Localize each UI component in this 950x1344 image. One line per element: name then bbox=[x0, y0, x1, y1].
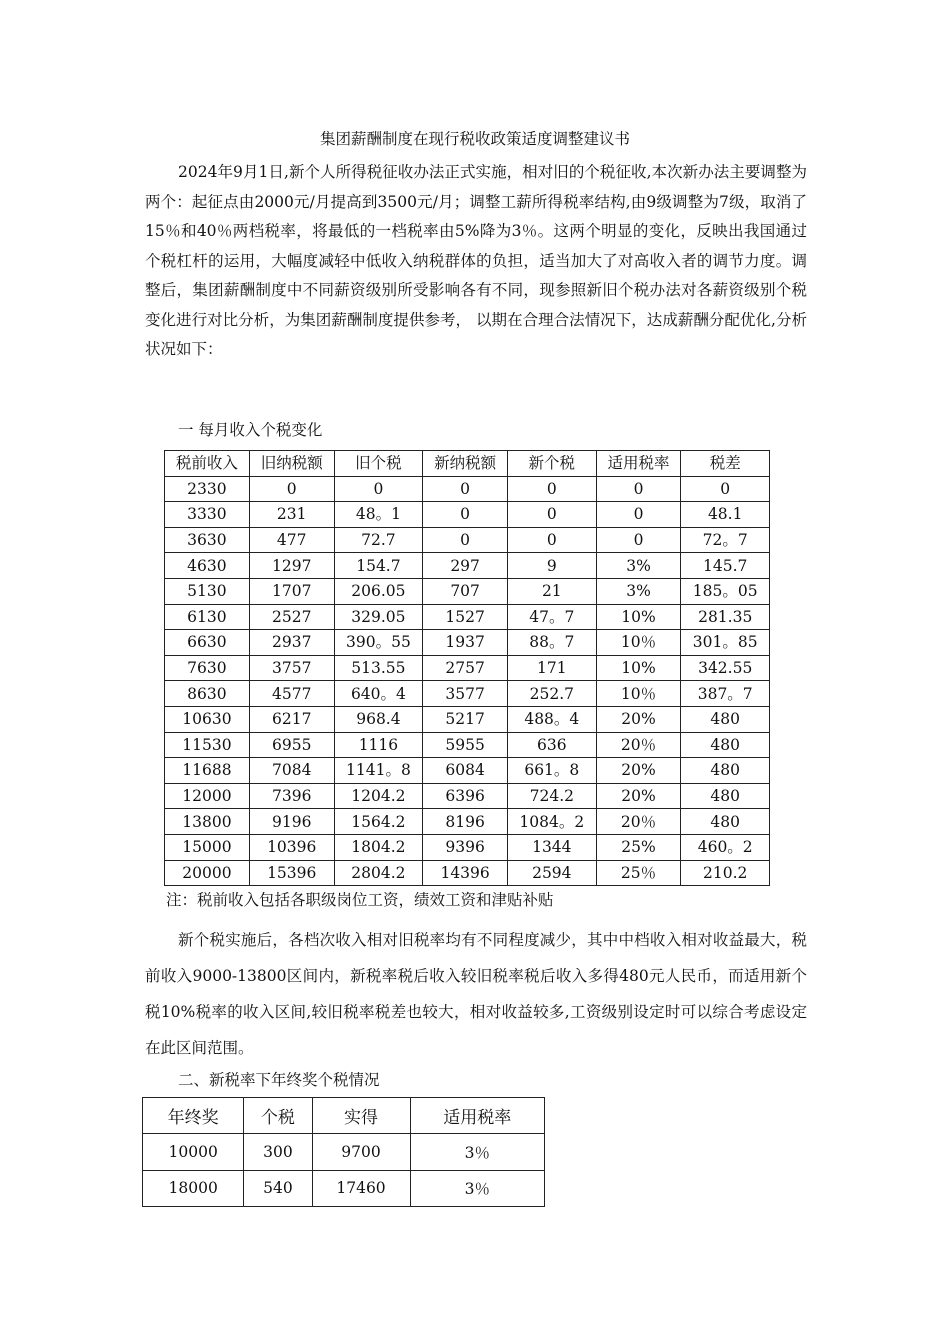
table-cell: 6084 bbox=[423, 758, 508, 784]
table-cell: 171 bbox=[508, 655, 597, 681]
table-cell: 513.55 bbox=[334, 655, 423, 681]
table-cell: 0 bbox=[596, 502, 681, 528]
table-cell: 6130 bbox=[165, 604, 250, 630]
table-cell: 2330 bbox=[165, 476, 250, 502]
table-cell: 10000 bbox=[143, 1134, 244, 1170]
table-cell: 7396 bbox=[249, 783, 334, 809]
table-cell: 25％ bbox=[596, 860, 681, 886]
table-note: 注：税前收入包括各职级岗位工资，绩效工资和津贴补贴 bbox=[166, 891, 554, 909]
table-cell: 300 bbox=[244, 1134, 312, 1170]
table-cell: 297 bbox=[423, 553, 508, 579]
table-cell: 10396 bbox=[249, 834, 334, 860]
table-cell: 2594 bbox=[508, 860, 597, 886]
table-cell: 1707 bbox=[249, 578, 334, 604]
table-cell: 20％ bbox=[596, 809, 681, 835]
table-cell: 231 bbox=[249, 502, 334, 528]
table-header-cell: 旧个税 bbox=[334, 451, 423, 477]
table-cell: 6630 bbox=[165, 630, 250, 656]
table-cell: 5955 bbox=[423, 732, 508, 758]
table-header-cell: 新个税 bbox=[508, 451, 597, 477]
table-cell: 0 bbox=[423, 502, 508, 528]
table-cell: 252.7 bbox=[508, 681, 597, 707]
table-row bbox=[165, 502, 770, 528]
table-cell: 21 bbox=[508, 578, 597, 604]
table-cell: 342.55 bbox=[681, 655, 770, 681]
table-cell: 15000 bbox=[165, 834, 250, 860]
table-cell: 281.35 bbox=[681, 604, 770, 630]
table-header-row bbox=[165, 451, 770, 477]
table-row bbox=[165, 783, 770, 809]
table-cell: 480 bbox=[681, 706, 770, 732]
table-row bbox=[165, 834, 770, 860]
table-cell: 6217 bbox=[249, 706, 334, 732]
table-cell: 0 bbox=[423, 476, 508, 502]
table-cell: 329.05 bbox=[334, 604, 423, 630]
table-cell: 0 bbox=[249, 476, 334, 502]
table-cell: 1564.2 bbox=[334, 809, 423, 835]
table-cell: 1297 bbox=[249, 553, 334, 579]
table-cell: 10630 bbox=[165, 706, 250, 732]
table-cell: 1937 bbox=[423, 630, 508, 656]
table-cell: 1527 bbox=[423, 604, 508, 630]
table-cell: 968.4 bbox=[334, 706, 423, 732]
table-cell: 47。7 bbox=[508, 604, 597, 630]
table-cell: 185。05 bbox=[681, 578, 770, 604]
table-cell: 480 bbox=[681, 809, 770, 835]
table-cell: 8630 bbox=[165, 681, 250, 707]
table-cell: 48。1 bbox=[334, 502, 423, 528]
table-cell: 636 bbox=[508, 732, 597, 758]
table-row bbox=[143, 1134, 545, 1170]
table-header-cell: 税差 bbox=[681, 451, 770, 477]
table-cell: 10% bbox=[596, 655, 681, 681]
table-cell: 11688 bbox=[165, 758, 250, 784]
intro-paragraph: 2024年9月1日,新个人所得税征收办法正式实施，相对旧的个税征收,本次新办法主要调整为两个：起征点由2000元/月提高到3500元/月；调整工薪所得税率结构,由9级调整为7级，取消了15％和40％两档税率，将最低的一档税率由5%降为3％。这两个明显的变化，反映出我国通过个税杠杆的运用，大幅度减轻中低收入纳税群体的负担，适当加大了对高收入者的调节力度。调整后，集团薪酬制度中不同薪资级别所受影响各有不同，现参照新旧个税办法对各薪资级别个税变化进行对比分析，为集团薪酬制度提供参考， 以期在合理合法情况下，达成薪酬分配优化,分析状况如下： bbox=[145, 163, 807, 358]
table-cell: 301。85 bbox=[681, 630, 770, 656]
document-title: 集团薪酬制度在现行税收政策适度调整建议书 bbox=[319, 130, 630, 148]
table-row bbox=[165, 630, 770, 656]
table-cell: 6396 bbox=[423, 783, 508, 809]
table-cell: 210.2 bbox=[681, 860, 770, 886]
table-cell: 17460 bbox=[312, 1170, 410, 1206]
table-cell: 0 bbox=[334, 476, 423, 502]
table-cell: 3577 bbox=[423, 681, 508, 707]
table-cell: 4577 bbox=[249, 681, 334, 707]
section-heading-bonus: 二、新税率下年终奖个税情况 bbox=[178, 1071, 380, 1089]
table-cell: 1084。2 bbox=[508, 809, 597, 835]
table-cell: 3％ bbox=[410, 1170, 544, 1206]
table-header-cell: 个税 bbox=[244, 1098, 312, 1134]
table-cell: 640。4 bbox=[334, 681, 423, 707]
table-cell: 10% bbox=[596, 604, 681, 630]
table-cell: 18000 bbox=[143, 1170, 244, 1206]
table-row bbox=[165, 527, 770, 553]
table-cell: 2527 bbox=[249, 604, 334, 630]
table-cell: 540 bbox=[244, 1170, 312, 1206]
table-cell: 1141。8 bbox=[334, 758, 423, 784]
table-header-cell: 适用税率 bbox=[596, 451, 681, 477]
table-cell: 1204.2 bbox=[334, 783, 423, 809]
table-cell: 6955 bbox=[249, 732, 334, 758]
table-cell: 480 bbox=[681, 758, 770, 784]
table-cell: 2757 bbox=[423, 655, 508, 681]
table-row bbox=[165, 732, 770, 758]
table-row bbox=[165, 476, 770, 502]
table-cell: 0 bbox=[508, 476, 597, 502]
table-cell: 206.05 bbox=[334, 578, 423, 604]
table-cell: 488。4 bbox=[508, 706, 597, 732]
table-row bbox=[165, 655, 770, 681]
analysis-paragraph: 新个税实施后，各档次收入相对旧税率均有不同程度减少，其中中档收入相对收益最大，税前收入9000-13800区间内，新税率税后收入较旧税率税后收入多得480元人民币，而适用新个税10%税率的收入区间,较旧税率税差也较大，相对收益较多,工资级别设定时可以综合考虑设定在此区间范围。 bbox=[145, 931, 807, 1057]
table-cell: 477 bbox=[249, 527, 334, 553]
table-cell: 3757 bbox=[249, 655, 334, 681]
table-cell: 20% bbox=[596, 783, 681, 809]
table-cell: 460。2 bbox=[681, 834, 770, 860]
table-row bbox=[165, 578, 770, 604]
table-header-cell: 适用税率 bbox=[410, 1098, 544, 1134]
table-cell: 20% bbox=[596, 758, 681, 784]
table-cell: 72.7 bbox=[334, 527, 423, 553]
table-cell: 390。55 bbox=[334, 630, 423, 656]
table-cell: 0 bbox=[681, 476, 770, 502]
table-cell: 3% bbox=[596, 553, 681, 579]
table-cell: 154.7 bbox=[334, 553, 423, 579]
table-cell: 480 bbox=[681, 732, 770, 758]
table-cell: 20000 bbox=[165, 860, 250, 886]
table-row bbox=[165, 809, 770, 835]
table-header-cell: 实得 bbox=[312, 1098, 410, 1134]
table-cell: 5217 bbox=[423, 706, 508, 732]
table-cell: 724.2 bbox=[508, 783, 597, 809]
table-cell: 9 bbox=[508, 553, 597, 579]
table-cell: 20% bbox=[596, 706, 681, 732]
table-cell: 12000 bbox=[165, 783, 250, 809]
table-cell: 2804.2 bbox=[334, 860, 423, 886]
table-header-cell: 税前收入 bbox=[165, 451, 250, 477]
table-cell: 15396 bbox=[249, 860, 334, 886]
table-cell: 9700 bbox=[312, 1134, 410, 1170]
section-heading-monthly: 一 每月收入个税变化 bbox=[178, 421, 323, 439]
table-cell: 0 bbox=[596, 527, 681, 553]
table-cell: 1116 bbox=[334, 732, 423, 758]
table-row bbox=[165, 681, 770, 707]
table-cell: 1344 bbox=[508, 834, 597, 860]
table-row bbox=[165, 860, 770, 886]
table-row bbox=[165, 758, 770, 784]
table-cell: 145.7 bbox=[681, 553, 770, 579]
table-cell: 48.1 bbox=[681, 502, 770, 528]
table-cell: 3％ bbox=[410, 1134, 544, 1170]
table-row bbox=[143, 1170, 545, 1206]
table-cell: 5130 bbox=[165, 578, 250, 604]
table-header-row bbox=[143, 1098, 545, 1134]
table-cell: 8196 bbox=[423, 809, 508, 835]
table-cell: 88。7 bbox=[508, 630, 597, 656]
table-cell: 4630 bbox=[165, 553, 250, 579]
table-cell: 72。7 bbox=[681, 527, 770, 553]
table-cell: 13800 bbox=[165, 809, 250, 835]
table-cell: 480 bbox=[681, 783, 770, 809]
table-cell: 3330 bbox=[165, 502, 250, 528]
table-cell: 387。7 bbox=[681, 681, 770, 707]
table-header-cell: 新纳税额 bbox=[423, 451, 508, 477]
table-cell: 7630 bbox=[165, 655, 250, 681]
table-cell: 25% bbox=[596, 834, 681, 860]
table-cell: 9196 bbox=[249, 809, 334, 835]
table-cell: 0 bbox=[596, 476, 681, 502]
table-cell: 3% bbox=[596, 578, 681, 604]
table-cell: 3630 bbox=[165, 527, 250, 553]
table-cell: 20％ bbox=[596, 732, 681, 758]
table-row bbox=[165, 553, 770, 579]
table-cell: 7084 bbox=[249, 758, 334, 784]
table-header-cell: 年终奖 bbox=[143, 1098, 244, 1134]
table-cell: 707 bbox=[423, 578, 508, 604]
table-cell: 11530 bbox=[165, 732, 250, 758]
table-header-cell: 旧纳税额 bbox=[249, 451, 334, 477]
table-cell: 10％ bbox=[596, 630, 681, 656]
table-cell: 14396 bbox=[423, 860, 508, 886]
table-cell: 2937 bbox=[249, 630, 334, 656]
table-row bbox=[165, 706, 770, 732]
table-cell: 1804.2 bbox=[334, 834, 423, 860]
table-cell: 0 bbox=[508, 502, 597, 528]
table-cell: 661。8 bbox=[508, 758, 597, 784]
table-cell: 0 bbox=[423, 527, 508, 553]
bonus-tax-table bbox=[142, 1097, 545, 1207]
table-row bbox=[165, 604, 770, 630]
table-cell: 0 bbox=[508, 527, 597, 553]
monthly-tax-table bbox=[164, 450, 770, 886]
table-cell: 9396 bbox=[423, 834, 508, 860]
table-cell: 10％ bbox=[596, 681, 681, 707]
